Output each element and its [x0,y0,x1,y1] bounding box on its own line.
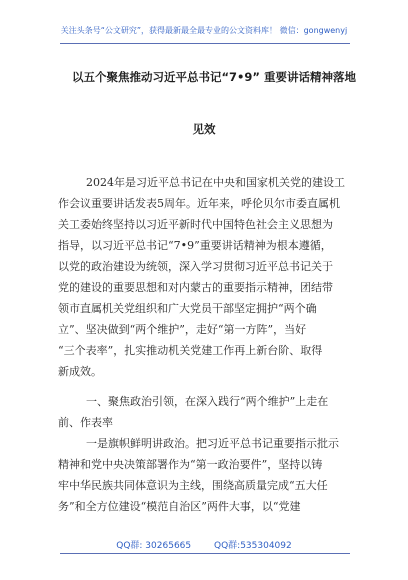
footer-qq-group-2: QQ群:535304092 [214,541,292,551]
body-line: 指导，以习近平总书记“7•9”重要讲话精神为根本遵循， [58,239,332,252]
footer-contact [0,538,408,551]
section-heading-line: 一、聚焦政治引领，在深入践行“两个维护”上走在 [86,395,329,408]
document-title-line2: 见效 [192,122,216,136]
body-line: 精神和党中央决策部署作为“第一政治要件”，坚持以铸 [58,458,323,471]
body-line: 立”、坚决做到“两个维护”，走好“第一方阵”，当好 [58,323,307,336]
body-line: 党的建设的重要思想和对内蒙古的重要指示精神，团结带 [58,281,333,294]
body-line: 领市直属机关党组织和广大党员干部坚定拥护“两个确 [58,302,317,315]
body-line: “三个表率”，扎实推动机关党建工作再上新台阶、取得 [58,344,323,357]
footer-divider [60,553,350,554]
document-title-line1: 以五个聚焦推动习近平总书记“7•9” 重要讲话精神落地 [72,70,356,84]
body-line: 以党的政治建设为统领，深入学习贯彻习近平总书记关于 [58,260,333,273]
body-line: 务”和全方位建设“模范自治区”两件大事，以“党建 [58,500,301,513]
header-divider [60,43,350,44]
header-promo-note: 关注头条号“公文研究”，获得最新最全最专业的公文资料库！ 微信：gongwenyj [60,26,348,35]
body-line: 关工委始终坚持以习近平新时代中国特色社会主义思想为 [58,218,333,231]
section-heading-line: 前、作表率 [58,416,113,429]
body-line: 新成效。 [58,365,102,378]
body-line: 一是旗帜鲜明讲政治。把习近平总书记重要指示批示 [86,437,339,450]
body-line: 作会议重要讲话发表5周年。近年来，呼伦贝尔市委直属机 [58,197,340,210]
footer-qq-group-1: QQ群: 30265665 [116,541,192,551]
body-line: 牢中华民族共同体意识为主线，围绕高质量完成“五大任 [58,479,328,492]
body-line: 2024年是习近平总书记在中央和国家机关党的建设工 [86,176,345,189]
